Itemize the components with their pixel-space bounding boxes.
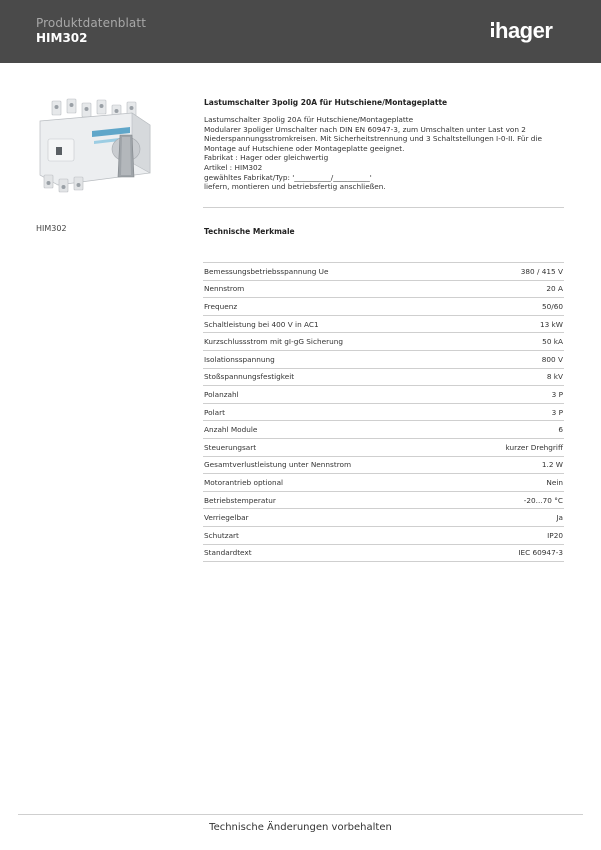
spec-label: Motorantrieb optional	[203, 474, 461, 492]
description-line: gewähltes Fabrikat/Typ: '__________/__________'	[204, 172, 372, 182]
table-row	[203, 280, 564, 298]
spec-value: Ja	[461, 509, 564, 527]
product-title: Lastumschalter 3polig 20A für Hutschiene/Montageplatte	[204, 98, 448, 107]
hager-logo	[491, 18, 552, 44]
page-header	[0, 0, 601, 63]
load-switch-product-image	[34, 95, 158, 199]
table-row	[203, 315, 564, 333]
logo-text: hager	[495, 18, 553, 43]
table-row	[203, 421, 564, 439]
spec-value: kurzer Drehgriff	[461, 438, 564, 456]
table-row	[203, 368, 564, 386]
description-line: Montage auf Hutschiene oder Montageplatte geeignet.	[204, 143, 405, 153]
description-line: Lastumschalter 3polig 20A für Hutschiene/Montageplatte	[204, 115, 414, 124]
table-row	[203, 526, 564, 544]
spec-value: -20...70 °C	[461, 491, 564, 509]
spec-value: 380 / 415 V	[461, 263, 564, 281]
spec-label: Betriebstemperatur	[203, 491, 461, 509]
spec-value: 1.2 W	[461, 456, 564, 474]
spec-label: Frequenz	[203, 298, 461, 316]
spec-label: Polanzahl	[203, 386, 461, 404]
spec-label: Isolationsspannung	[203, 350, 461, 368]
footer-divider	[18, 814, 583, 815]
table-row	[203, 386, 564, 404]
spec-value: Nein	[461, 474, 564, 492]
spec-label: Schaltleistung bei 400 V in AC1	[203, 315, 461, 333]
spec-label: Nennstrom	[203, 280, 461, 298]
spec-label: Steuerungsart	[203, 438, 461, 456]
spec-label: Bemessungsbetriebsspannung Ue	[203, 263, 461, 281]
table-row	[203, 263, 564, 281]
table-row	[203, 509, 564, 527]
description-line: Artikel : HIM302	[204, 162, 263, 172]
table-row	[203, 438, 564, 456]
footer-disclaimer: Technische Änderungen vorbehalten	[209, 822, 392, 833]
article-code-label: HIM302	[36, 224, 67, 233]
table-row	[203, 298, 564, 316]
spec-label: Verriegelbar	[203, 509, 461, 527]
table-row	[203, 333, 564, 351]
table-row	[203, 350, 564, 368]
spec-value: 20 A	[461, 280, 564, 298]
spec-value: 3 P	[461, 386, 564, 404]
spec-label: Gesamtverlustleistung unter Nennstrom	[203, 456, 461, 474]
spec-value: 50/60	[461, 298, 564, 316]
table-row	[203, 474, 564, 492]
spec-value: 6	[461, 421, 564, 439]
section-divider	[203, 207, 564, 208]
spec-value: 800 V	[461, 350, 564, 368]
description-line: Niederspannungsstromkreisen. Mit Sicherheitstrennung und 3 Schaltstellungen I-0-II. Für die	[204, 134, 542, 144]
table-row	[203, 544, 564, 562]
document-type: Produktdatenblatt	[36, 16, 146, 30]
spec-label: Stoßspannungsfestigkeit	[203, 368, 461, 386]
spec-label: Anzahl Module	[203, 421, 461, 439]
product-description	[204, 98, 566, 192]
spec-value: 13 kW	[461, 315, 564, 333]
description-line: Modularer 3poliger Umschalter nach DIN EN 60947-3, zum Umschalten unter Last von 2	[204, 124, 526, 134]
spec-value: 50 kA	[461, 333, 564, 351]
spec-label: Kurzschlussstrom mit gI-gG Sicherung	[203, 333, 461, 351]
spec-value: IEC 60947-3	[461, 544, 564, 562]
spec-value: 3 P	[461, 403, 564, 421]
document-id: HIM302	[36, 31, 88, 45]
table-row	[203, 403, 564, 421]
logo-bars-icon	[491, 22, 494, 39]
description-line: Fabrikat : Hager oder gleichwertig	[204, 153, 329, 163]
description-line: liefern, montieren und betriebsfertig anschließen.	[204, 182, 386, 192]
spec-label: Polart	[203, 403, 461, 421]
spec-label: Schutzart	[203, 526, 461, 544]
spec-label: Standardtext	[203, 544, 461, 562]
table-row	[203, 491, 564, 509]
spec-value: IP20	[461, 526, 564, 544]
specs-section-title: Technische Merkmale	[204, 227, 295, 236]
technical-specs-table	[203, 262, 564, 562]
spec-value: 8 kV	[461, 368, 564, 386]
table-row	[203, 456, 564, 474]
